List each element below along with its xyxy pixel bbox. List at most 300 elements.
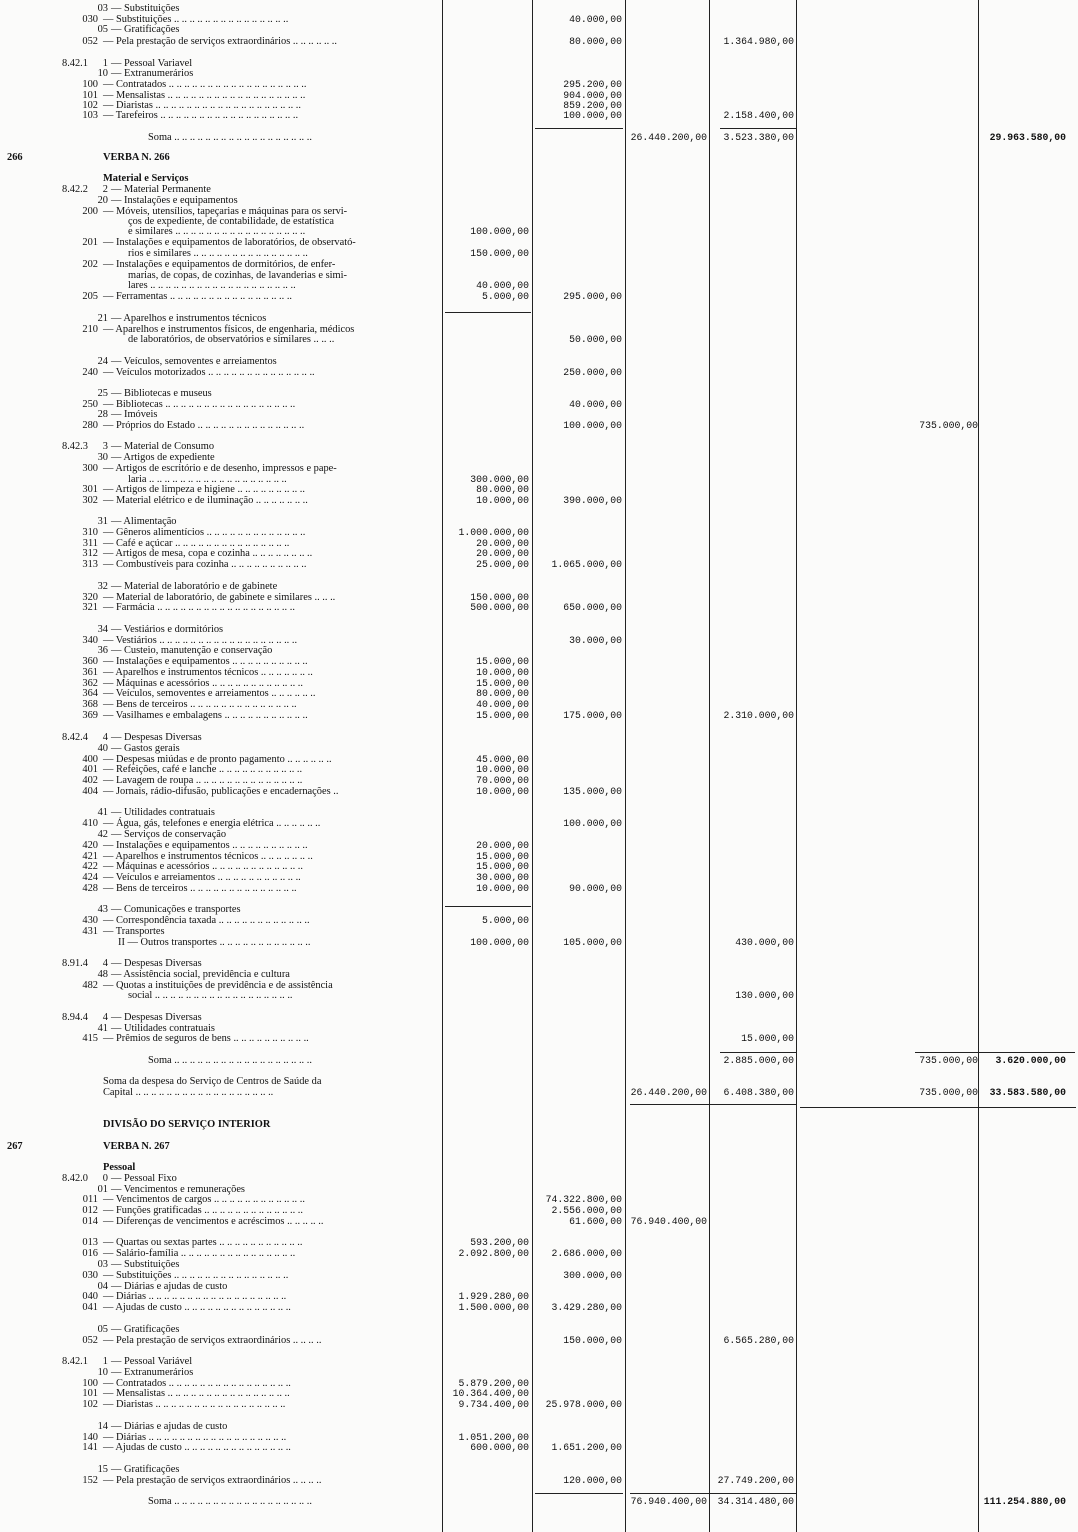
item-code: 340 — [82, 635, 98, 646]
item-label: — Veículos e arreiamentos .. .. .. .. .. .. .. .. .. .. .. — [103, 872, 301, 883]
item-label: — Diárias .. .. .. .. .. .. .. .. .. .. .. .. .. .. .. .. .. .. — [103, 1432, 287, 1443]
item-code: 430 — [82, 915, 98, 926]
section-code: 8.42.2 — [62, 184, 88, 195]
item-label: — Extranumerários — [111, 68, 194, 79]
item-label: — Funções gratificadas .. .. .. .. .. .. .. .. .. .. .. .. .. — [103, 1205, 303, 1216]
amount-col-1: 150.000,00 — [470, 248, 529, 259]
amount-col-3: 76.940.400,00 — [630, 1496, 707, 1507]
amount-col-2: 135.000,00 — [563, 786, 622, 797]
amount-col-2: 904.000,00 — [563, 90, 622, 101]
item-label: — Transportes — [103, 926, 165, 937]
ledger-row — [0, 1303, 1078, 1314]
amount-col-1: 15.000,00 — [476, 710, 529, 721]
item-label: — Diaristas .. .. .. .. .. .. .. .. .. .. .. .. .. .. .. .. .. — [103, 1399, 286, 1410]
item-code: 05 — [97, 1324, 108, 1335]
item-code: 240 — [82, 367, 98, 378]
item-code: 401 — [82, 764, 98, 775]
ledger-row — [0, 37, 1078, 48]
item-code: 013 — [82, 1237, 98, 1248]
amount-col-2: 650.000,00 — [563, 602, 622, 613]
amount-col-2: 90.000,00 — [569, 883, 622, 894]
item-code: 369 — [82, 710, 98, 721]
item-label: — Diferenças de vencimentos e acréscimos .. .. .. .. .. — [103, 1216, 324, 1227]
amount-col-1: 9.734.400,00 — [458, 1399, 529, 1410]
item-code: 312 — [82, 548, 98, 559]
item-label: marias, de copas, de cozinhas, de lavanderias e simi- — [128, 270, 347, 281]
item-label: — Ajudas de custo .. .. .. .. .. .. .. .. .. .. .. .. .. .. — [103, 1442, 291, 1453]
amount-col-1: 5.879.200,00 — [458, 1378, 529, 1389]
amount-col-1: 2.092.800,00 — [458, 1248, 529, 1259]
item-code: 05 — [97, 24, 108, 35]
item-label: — Água, gás, telefones e energia elétrica .. .. .. .. .. .. — [103, 818, 321, 829]
item-label: — Gratificações — [111, 24, 180, 35]
item-code: 48 — [97, 969, 108, 980]
item-label: — Máquinas e acessórios .. .. .. .. .. .. .. .. .. .. .. .. — [103, 678, 303, 689]
amount-col-5: 735.000,00 — [919, 1055, 978, 1066]
amount-col-2: 80.000,00 — [569, 36, 622, 47]
ledger-row — [0, 496, 1078, 507]
column-rule — [978, 0, 979, 1532]
item-label: — Despesas Diversas — [111, 1012, 202, 1023]
item-label: — Jornais, rádio-difusão, publicações e encadernações .. — [103, 786, 339, 797]
amount-col-1: 1.500.000,00 — [458, 1302, 529, 1313]
item-label: — Artigos de escritório e de desenho, impressos e pape- — [103, 463, 337, 474]
item-label: — Aparelhos e instrumentos técnicos — [111, 313, 267, 324]
ledger-row — [0, 133, 1078, 144]
column-rule — [796, 0, 797, 1532]
amount-col-4: 430.000,00 — [735, 937, 794, 948]
item-code: 34 — [97, 624, 108, 635]
item-code: 210 — [82, 324, 98, 335]
ledger-row — [0, 25, 1078, 36]
section-code: 8.91.4 — [62, 958, 88, 969]
amount-col-2: 74.322.800,00 — [545, 1194, 622, 1205]
amount-col-1: 20.000,00 — [476, 538, 529, 549]
ledger-row — [0, 368, 1078, 379]
column-rule — [532, 0, 533, 1532]
item-code: 310 — [82, 527, 98, 538]
amount-col-4: 34.314.480,00 — [717, 1496, 794, 1507]
item-label: — Utilidades contratuais — [111, 1023, 215, 1034]
item-code: 011 — [82, 1194, 98, 1205]
subtotal-rule — [535, 128, 623, 129]
item-label: — Material de laboratório, de gabinete e similares .. .. .. — [103, 592, 336, 603]
item-label: — Diaristas .. .. .. .. .. .. .. .. .. .. .. .. .. .. .. .. .. .. .. — [103, 100, 301, 111]
item-code: 402 — [82, 775, 98, 786]
amount-col-4: 2.158.400,00 — [723, 110, 794, 121]
ledger-row — [0, 1443, 1078, 1454]
ledger-row — [0, 335, 1078, 346]
item-code: 28 — [97, 409, 108, 420]
amount-col-4: 1.364.980,00 — [723, 36, 794, 47]
section-code: 8.42.0 — [62, 1173, 88, 1184]
amount-col-1: 70.000,00 — [476, 775, 529, 786]
item-label: — Substituições — [111, 1259, 180, 1270]
ledger-row — [0, 1476, 1078, 1487]
item-code: 420 — [82, 840, 98, 851]
item-code: 3 — [102, 441, 108, 452]
item-label: — Bibliotecas e museus — [111, 388, 212, 399]
item-label: II — Outros transportes .. .. .. .. .. .. .. .. .. .. .. .. — [118, 937, 311, 948]
amount-col-1: 1.000.000,00 — [458, 527, 529, 538]
amount-col-3: 76.940.400,00 — [630, 1216, 707, 1227]
item-code: 4 — [102, 958, 108, 969]
amount-col-1: 10.000,00 — [476, 764, 529, 775]
item-label: — Substituições .. .. .. .. .. .. .. .. .. .. .. .. .. .. .. — [103, 14, 289, 25]
item-label: — Artigos de mesa, copa e cozinha .. .. .. .. .. .. .. .. — [103, 548, 313, 559]
item-label: — Salário-família .. .. .. .. .. .. .. .. .. .. .. .. .. .. .. — [103, 1248, 296, 1259]
item-label: — Extranumerários — [111, 1367, 194, 1378]
item-code: 410 — [82, 818, 98, 829]
amount-col-1: 15.000,00 — [476, 851, 529, 862]
item-code: 43 — [97, 904, 108, 915]
amount-col-5: 735.000,00 — [919, 420, 978, 431]
item-label: — Custeio, manutenção e conservação — [111, 645, 273, 656]
amount-col-4: 15.000,00 — [741, 1033, 794, 1044]
item-label: — Aparelhos e instrumentos físicos, de engenharia, médicos — [103, 324, 355, 335]
amount-col-2: 50.000,00 — [569, 334, 622, 345]
amount-col-1: 100.000,00 — [470, 226, 529, 237]
amount-col-1: 15.000,00 — [476, 656, 529, 667]
item-code: 0 — [102, 1173, 108, 1184]
subtotal-rule — [720, 128, 796, 129]
ledger-row — [0, 1400, 1078, 1411]
item-code: 360 — [82, 656, 98, 667]
amount-col-2: 859.200,00 — [563, 100, 622, 111]
amount-col-2: 390.000,00 — [563, 495, 622, 506]
item-code: 24 — [97, 356, 108, 367]
item-code: 36 — [97, 645, 108, 656]
item-code: 42 — [97, 829, 108, 840]
item-label: — Bens de terceiros .. .. .. .. .. .. .. .. .. .. .. .. .. .. — [103, 883, 297, 894]
ledger-row — [0, 1056, 1078, 1067]
item-code: 205 — [82, 291, 98, 302]
item-label: — Bibliotecas .. .. .. .. .. .. .. .. .. .. .. .. .. .. .. .. .. — [103, 399, 296, 410]
item-label: — Instalações e equipamentos — [111, 195, 238, 206]
section-code: 8.42.3 — [62, 441, 88, 452]
amount-col-2: 250.000,00 — [563, 367, 622, 378]
column-rule — [625, 0, 626, 1532]
item-label: Soma .. .. .. .. .. .. .. .. .. .. .. .. .. .. .. .. .. .. — [148, 1055, 312, 1066]
item-label: — Utilidades contratuais — [111, 807, 215, 818]
ledger-row — [0, 938, 1078, 949]
item-code: 052 — [82, 36, 98, 47]
item-label: — Café e açúcar .. .. .. .. .. .. .. .. .. .. .. .. .. .. .. — [103, 538, 290, 549]
item-code: 014 — [82, 1216, 98, 1227]
section-code: 8.42.1 — [62, 58, 88, 69]
item-code: 03 — [97, 3, 108, 14]
ledger-row — [0, 884, 1078, 895]
item-code: 10 — [97, 1367, 108, 1378]
amount-col-1: 300.000,00 — [470, 474, 529, 485]
item-code: 41 — [97, 1023, 108, 1034]
amount-col-1: 30.000,00 — [476, 872, 529, 883]
amount-col-3: 26.440.200,00 — [630, 1087, 707, 1098]
item-code: 200 — [82, 206, 98, 217]
item-code: 01 — [97, 1184, 108, 1195]
item-code: 2 — [102, 184, 108, 195]
item-code: 04 — [97, 1281, 108, 1292]
item-code: 421 — [82, 851, 98, 862]
item-label: — Instalações e equipamentos .. .. .. .. .. .. .. .. .. .. — [103, 656, 308, 667]
item-label: — Pela prestação de serviços extraordinários .. .. .. .. .. .. — [103, 36, 338, 47]
amount-col-6: 29.963.580,00 — [989, 132, 1066, 143]
subtotal-rule — [915, 1052, 1075, 1053]
item-label: — Diárias .. .. .. .. .. .. .. .. .. .. .. .. .. .. .. .. .. .. — [103, 1291, 287, 1302]
item-label: — Mensalistas .. .. .. .. .. .. .. .. .. .. .. .. .. .. .. .. .. .. — [103, 90, 306, 101]
item-code: 368 — [82, 699, 98, 710]
amount-col-1: 10.000,00 — [476, 495, 529, 506]
item-code: 152 — [82, 1475, 98, 1486]
item-code: 362 — [82, 678, 98, 689]
item-code: 300 — [82, 463, 98, 474]
subtotal-rule — [720, 1052, 796, 1053]
item-label: — Despesas Diversas — [111, 732, 202, 743]
item-code: 041 — [82, 1302, 98, 1313]
item-label: social .. .. .. .. .. .. .. .. .. .. .. .. .. .. .. .. .. .. — [128, 990, 293, 1001]
amount-col-2: 100.000,00 — [563, 420, 622, 431]
item-code: 321 — [82, 602, 98, 613]
amount-col-1: 10.000,00 — [476, 786, 529, 797]
item-code: 100 — [82, 79, 98, 90]
amount-col-2: 120.000,00 — [563, 1475, 622, 1486]
item-code: 25 — [97, 388, 108, 399]
amount-col-1: 25.000,00 — [476, 559, 529, 570]
amount-col-2: 100.000,00 — [563, 110, 622, 121]
item-label: VERBA N. 266 — [103, 152, 170, 163]
item-code: 415 — [82, 1033, 98, 1044]
item-label: — Móveis, utensílios, tapeçarias e máquinas para os servi- — [103, 206, 348, 217]
amount-col-1: 15.000,00 — [476, 861, 529, 872]
item-label: — Substituições — [111, 3, 180, 14]
item-label: e similares .. .. .. .. .. .. .. .. .. .. .. .. .. .. .. .. .. — [128, 226, 306, 237]
item-label: — Gastos gerais — [111, 743, 180, 754]
ledger-row — [0, 1034, 1078, 1045]
amount-col-1: 593.200,00 — [470, 1237, 529, 1248]
item-label: — Contratados .. .. .. .. .. .. .. .. .. .. .. .. .. .. .. .. — [103, 1378, 291, 1389]
amount-col-1: 600.000,00 — [470, 1442, 529, 1453]
item-label: — Quotas a instituições de previdência e de assistência — [103, 980, 333, 991]
amount-col-1: 1.051.200,00 — [458, 1432, 529, 1443]
ledger-row — [0, 603, 1078, 614]
item-code: 141 — [82, 1442, 98, 1453]
item-code: 101 — [82, 1388, 98, 1399]
subtotal-rule — [445, 906, 531, 907]
column-rule — [442, 0, 443, 1532]
item-label: — Despesas Diversas — [111, 958, 202, 969]
amount-col-1: 500.000,00 — [470, 602, 529, 613]
ledger-row — [0, 421, 1078, 432]
amount-col-1: 40.000,00 — [476, 699, 529, 710]
item-label: laria .. .. .. .. .. .. .. .. .. .. .. .. .. .. .. .. .. .. — [128, 474, 287, 485]
item-label: — Farmácia .. .. .. .. .. .. .. .. .. .. .. .. .. .. .. .. .. .. — [103, 602, 295, 613]
item-code: 4 — [102, 732, 108, 743]
item-code: 012 — [82, 1205, 98, 1216]
item-label: — Pessoal Fixo — [111, 1173, 177, 1184]
item-code: 431 — [82, 926, 98, 937]
ledger-row — [0, 711, 1078, 722]
item-label: — Veículos, semoventes e arreiamentos — [111, 356, 277, 367]
verba-number: 266 — [7, 152, 23, 163]
item-label: — Instalações e equipamentos de dormitórios, de enfer- — [103, 259, 336, 270]
item-code: 101 — [82, 90, 98, 101]
amount-col-1: 10.000,00 — [476, 883, 529, 894]
amount-col-1: 1.929.280,00 — [458, 1291, 529, 1302]
item-code: 052 — [82, 1335, 98, 1346]
ledger-row — [0, 1497, 1078, 1508]
amount-col-2: 40.000,00 — [569, 399, 622, 410]
amount-col-1: 20.000,00 — [476, 840, 529, 851]
amount-col-4: 27.749.200,00 — [717, 1475, 794, 1486]
ledger-row — [0, 153, 1078, 164]
amount-col-1: 40.000,00 — [476, 280, 529, 291]
item-code: 20 — [97, 195, 108, 206]
item-label: — Artigos de limpeza e higiene .. .. .. .. .. .. .. .. .. — [103, 484, 306, 495]
item-code: 424 — [82, 872, 98, 883]
item-code: 202 — [82, 259, 98, 270]
amount-col-4: 3.523.380,00 — [723, 132, 794, 143]
item-code: 301 — [82, 484, 98, 495]
amount-col-2: 300.000,00 — [563, 1270, 622, 1281]
section-code: 8.42.4 — [62, 732, 88, 743]
item-code: 040 — [82, 1291, 98, 1302]
item-code: 32 — [97, 581, 108, 592]
item-label: — Tarefeiros .. .. .. .. .. .. .. .. .. .. .. .. .. .. .. .. .. .. — [103, 110, 299, 121]
subtotal-rule — [535, 1493, 623, 1494]
item-label: — Máquinas e acessórios .. .. .. .. .. .. .. .. .. .. .. .. — [103, 861, 303, 872]
ledger-row — [0, 1217, 1078, 1228]
item-label: — Ajudas de custo .. .. .. .. .. .. .. .. .. .. .. .. .. .. — [103, 1302, 291, 1313]
item-code: 320 — [82, 592, 98, 603]
amount-col-2: 30.000,00 — [569, 635, 622, 646]
item-code: 016 — [82, 1248, 98, 1259]
amount-col-2: 295.000,00 — [563, 291, 622, 302]
amount-col-2: 61.600,00 — [569, 1216, 622, 1227]
item-code: 422 — [82, 861, 98, 872]
item-label: — Vencimentos de cargos .. .. .. .. .. .. .. .. .. .. .. .. — [103, 1194, 305, 1205]
ledger-row — [0, 560, 1078, 571]
item-label: — Gratificações — [111, 1324, 180, 1335]
amount-col-1: 45.000,00 — [476, 754, 529, 765]
item-code: 41 — [97, 807, 108, 818]
amount-col-1: 5.000,00 — [481, 291, 529, 302]
item-label: Material e Serviços — [103, 173, 189, 184]
section-code: 8.42.1 — [62, 1356, 88, 1367]
item-label: rios e similares .. .. .. .. .. .. .. .. .. .. .. .. .. .. .. — [128, 248, 308, 259]
amount-col-4: 130.000,00 — [735, 990, 794, 1001]
item-code: 313 — [82, 559, 98, 570]
item-code: 102 — [82, 1399, 98, 1410]
item-label: — Prêmios de seguros de bens .. .. .. .. .. .. .. .. .. .. — [103, 1033, 309, 1044]
item-label: — Veículos motorizados .. .. .. .. .. .. .. .. .. .. .. .. .. .. — [103, 367, 315, 378]
item-label: — Material de Consumo — [111, 441, 215, 452]
item-code: 1 — [102, 58, 108, 69]
amount-col-4: 6.565.280,00 — [723, 1335, 794, 1346]
item-code: 030 — [82, 14, 98, 25]
amount-col-1: 20.000,00 — [476, 548, 529, 559]
item-code: 280 — [82, 420, 98, 431]
item-label: — Gratificações — [111, 1464, 180, 1475]
item-code: 364 — [82, 688, 98, 699]
item-code: 361 — [82, 667, 98, 678]
amount-col-2: 1.065.000,00 — [551, 559, 622, 570]
amount-col-2: 100.000,00 — [563, 818, 622, 829]
item-code: 103 — [82, 110, 98, 121]
item-label: — Bens de terceiros .. .. .. .. .. .. .. .. .. .. .. .. .. .. — [103, 699, 297, 710]
item-code: 404 — [82, 786, 98, 797]
item-label: Pessoal — [103, 1162, 136, 1173]
item-code: 14 — [97, 1421, 108, 1432]
amount-col-1: 5.000,00 — [481, 915, 529, 926]
item-code: 311 — [82, 538, 98, 549]
item-label: — Refeições, café e lanche .. .. .. .. .. .. .. .. .. .. .. — [103, 764, 303, 775]
item-code: 100 — [82, 1378, 98, 1389]
item-label: lares .. .. .. .. .. .. .. .. .. .. .. .. .. .. .. .. .. .. .. — [128, 280, 296, 291]
item-code: 250 — [82, 399, 98, 410]
item-label: Soma da despesa do Serviço de Centros de Saúde da — [103, 1076, 322, 1087]
item-label: Capital .. .. .. .. .. .. .. .. .. .. .. .. .. .. .. .. .. .. — [103, 1087, 274, 1098]
amount-col-1: 80.000,00 — [476, 688, 529, 699]
item-label: DIVISÃO DO SERVIÇO INTERIOR — [103, 1119, 271, 1130]
item-label: — Correspondência taxada .. .. .. .. .. .. .. .. .. .. .. .. — [103, 915, 310, 926]
item-label: — Instalações e equipamentos de laboratórios, de observató- — [103, 237, 356, 248]
amount-col-1: 15.000,00 — [476, 678, 529, 689]
verba-number: 267 — [7, 1141, 23, 1152]
item-code: 03 — [97, 1259, 108, 1270]
item-label: — Pela prestação de serviços extraordinários .. .. .. .. — [103, 1335, 322, 1346]
amount-col-4: 2.310.000,00 — [723, 710, 794, 721]
item-label: — Material de laboratório e de gabinete — [111, 581, 278, 592]
amount-col-3: 26.440.200,00 — [630, 132, 707, 143]
item-code: 102 — [82, 100, 98, 111]
item-label: Soma .. .. .. .. .. .. .. .. .. .. .. .. .. .. .. .. .. .. — [148, 132, 312, 143]
ledger-row — [0, 111, 1078, 122]
item-label: — Ferramentas .. .. .. .. .. .. .. .. .. .. .. .. .. .. .. .. — [103, 291, 293, 302]
amount-col-1: 80.000,00 — [476, 484, 529, 495]
column-rule — [709, 0, 710, 1532]
ledger-row — [0, 1120, 1078, 1131]
item-code: 030 — [82, 1270, 98, 1281]
amount-col-6: 111.254.880,00 — [983, 1496, 1066, 1507]
amount-col-5: 735.000,00 — [919, 1087, 978, 1098]
item-label: — Despesas miúdas e de pronto pagamento .. .. .. .. .. .. — [103, 754, 332, 765]
item-label: — Comunicações e transportes — [111, 904, 241, 915]
item-label: — Instalações e equipamentos .. .. .. .. .. .. .. .. .. .. — [103, 840, 308, 851]
item-label: — Lavagem de roupa .. .. .. .. .. .. .. .. .. .. .. .. .. .. — [103, 775, 303, 786]
item-code: 4 — [102, 1012, 108, 1023]
item-label: — Alimentação — [111, 516, 177, 527]
subtotal-rule — [445, 312, 531, 313]
item-code: 140 — [82, 1432, 98, 1443]
item-label: — Material elétrico e de iluminação .. .. .. .. .. .. .. — [103, 495, 308, 506]
item-code: 21 — [97, 313, 108, 324]
item-label: — Vencimentos e remunerações — [111, 1184, 245, 1195]
item-code: 482 — [82, 980, 98, 991]
item-label: — Gêneros alimentícios .. .. .. .. .. .. .. .. .. .. .. .. .. — [103, 527, 306, 538]
amount-col-2: 1.651.200,00 — [551, 1442, 622, 1453]
item-label: — Vasilhames e embalagens .. .. .. .. .. .. .. .. .. .. .. — [103, 710, 308, 721]
ledger-row — [0, 1142, 1078, 1153]
ledger-row — [0, 1088, 1078, 1099]
item-code: 201 — [82, 237, 98, 248]
ledger-row — [0, 1336, 1078, 1347]
ledger-row — [0, 292, 1078, 303]
item-label: — Substituições .. .. .. .. .. .. .. .. .. .. .. .. .. .. .. — [103, 1270, 289, 1281]
amount-col-1: 10.364.400,00 — [452, 1388, 529, 1399]
ledger-row — [0, 991, 1078, 1002]
item-label: — Veículos, semoventes e arreiamentos .. .. .. .. .. .. — [103, 688, 316, 699]
item-code: 302 — [82, 495, 98, 506]
